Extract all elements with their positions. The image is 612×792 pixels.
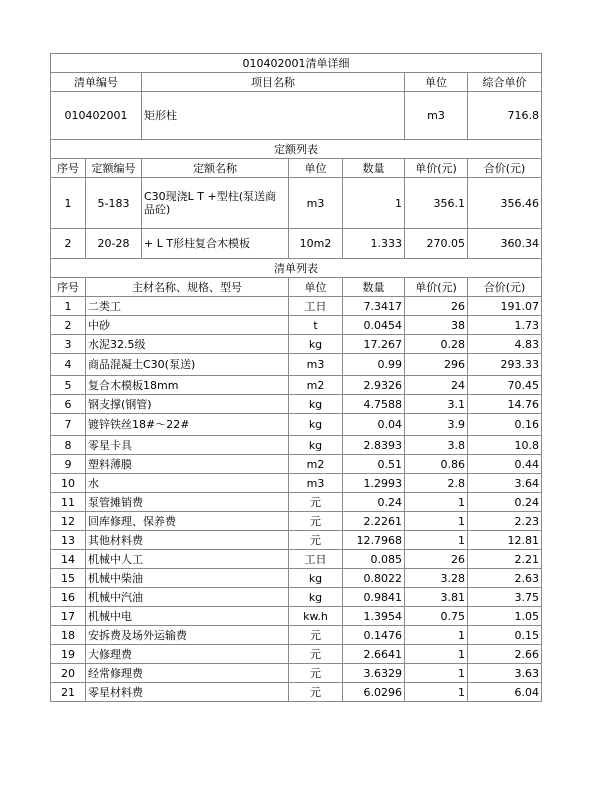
detail-table — [50, 53, 542, 702]
material-header-price: 单价(元) — [405, 278, 468, 297]
material-name: 机械中电 — [86, 607, 289, 626]
material-header-name: 主材名称、规格、型号 — [86, 278, 289, 297]
material-row — [51, 626, 542, 645]
material-qty: 7.3417 — [343, 297, 405, 316]
quota-total: 360.34 — [468, 229, 542, 259]
quota-header-qty: 数量 — [343, 159, 405, 178]
material-name: 中砂 — [86, 316, 289, 335]
material-seq: 16 — [51, 588, 86, 607]
material-header-unit: 单位 — [289, 278, 343, 297]
material-price: 26 — [405, 297, 468, 316]
material-price: 3.28 — [405, 569, 468, 588]
material-row — [51, 607, 542, 626]
material-seq: 11 — [51, 493, 86, 512]
material-name: 钢支撑(钢管) — [86, 395, 289, 414]
material-name: 回库修理、保养费 — [86, 512, 289, 531]
material-qty: 0.0454 — [343, 316, 405, 335]
quota-price: 356.1 — [405, 178, 468, 229]
material-seq: 20 — [51, 664, 86, 683]
material-total: 1.73 — [468, 316, 542, 335]
material-name: 泵管摊销费 — [86, 493, 289, 512]
material-unit: m3 — [289, 474, 343, 493]
material-seq: 7 — [51, 414, 86, 436]
quota-name: C30现浇L T +型柱(泵送商品砼) — [142, 178, 289, 229]
material-seq: 10 — [51, 474, 86, 493]
material-seq: 3 — [51, 335, 86, 354]
quota-row — [51, 178, 542, 229]
material-row — [51, 455, 542, 474]
quota-header-price: 单价(元) — [405, 159, 468, 178]
material-seq: 12 — [51, 512, 86, 531]
quota-seq: 2 — [51, 229, 86, 259]
quota-code: 20-28 — [86, 229, 142, 259]
material-seq: 13 — [51, 531, 86, 550]
table-title: 010402001清单详细 — [51, 54, 542, 73]
material-price: 1 — [405, 664, 468, 683]
quota-code: 5-183 — [86, 178, 142, 229]
material-row — [51, 531, 542, 550]
item-price: 716.8 — [468, 92, 542, 140]
material-price: 1 — [405, 512, 468, 531]
material-total: 2.21 — [468, 550, 542, 569]
material-name: 机械中柴油 — [86, 569, 289, 588]
material-row — [51, 395, 542, 414]
material-unit: 元 — [289, 683, 343, 702]
quota-header-seq: 序号 — [51, 159, 86, 178]
material-row — [51, 569, 542, 588]
material-total: 293.33 — [468, 354, 542, 376]
material-qty: 0.24 — [343, 493, 405, 512]
material-unit: kg — [289, 414, 343, 436]
material-row — [51, 297, 542, 316]
material-unit: t — [289, 316, 343, 335]
quota-qty: 1.333 — [343, 229, 405, 259]
item-code: 010402001 — [51, 92, 142, 140]
quota-unit: m3 — [289, 178, 343, 229]
material-name: 零星材料费 — [86, 683, 289, 702]
material-total: 12.81 — [468, 531, 542, 550]
material-unit: kw.h — [289, 607, 343, 626]
material-price: 3.8 — [405, 436, 468, 455]
material-total: 1.05 — [468, 607, 542, 626]
material-unit: 元 — [289, 645, 343, 664]
material-unit: 元 — [289, 512, 343, 531]
material-seq: 15 — [51, 569, 86, 588]
material-price: 1 — [405, 531, 468, 550]
material-price: 1 — [405, 683, 468, 702]
material-name: 机械中汽油 — [86, 588, 289, 607]
material-seq: 8 — [51, 436, 86, 455]
material-name: 塑料薄膜 — [86, 455, 289, 474]
material-total: 14.76 — [468, 395, 542, 414]
material-total: 2.23 — [468, 512, 542, 531]
material-total: 0.24 — [468, 493, 542, 512]
material-section-title: 清单列表 — [51, 259, 542, 278]
material-total: 2.66 — [468, 645, 542, 664]
material-name: 经常修理费 — [86, 664, 289, 683]
material-seq: 14 — [51, 550, 86, 569]
material-total: 3.63 — [468, 664, 542, 683]
material-total: 0.15 — [468, 626, 542, 645]
quota-section-title: 定额列表 — [51, 140, 542, 159]
quota-header-total: 合价(元) — [468, 159, 542, 178]
material-name: 商品混凝土C30(泵送) — [86, 354, 289, 376]
material-row — [51, 664, 542, 683]
material-total: 0.44 — [468, 455, 542, 474]
material-name: 大修理费 — [86, 645, 289, 664]
material-unit: 工日 — [289, 550, 343, 569]
material-qty: 2.6641 — [343, 645, 405, 664]
item-name: 矩形柱 — [142, 92, 405, 140]
material-qty: 2.2261 — [343, 512, 405, 531]
material-price: 24 — [405, 376, 468, 395]
material-row — [51, 316, 542, 335]
material-price: 0.28 — [405, 335, 468, 354]
material-seq: 18 — [51, 626, 86, 645]
material-qty: 0.04 — [343, 414, 405, 436]
material-qty: 0.085 — [343, 550, 405, 569]
material-qty: 0.51 — [343, 455, 405, 474]
material-price: 1 — [405, 645, 468, 664]
quota-total: 356.46 — [468, 178, 542, 229]
material-seq: 21 — [51, 683, 86, 702]
material-price: 38 — [405, 316, 468, 335]
material-row — [51, 645, 542, 664]
header-unit: 单位 — [405, 73, 468, 92]
material-total: 191.07 — [468, 297, 542, 316]
material-price: 26 — [405, 550, 468, 569]
material-name: 镀锌铁丝18#～22# — [86, 414, 289, 436]
material-price: 296 — [405, 354, 468, 376]
material-name: 水 — [86, 474, 289, 493]
material-row — [51, 335, 542, 354]
material-total: 2.63 — [468, 569, 542, 588]
material-unit: 元 — [289, 664, 343, 683]
material-qty: 0.1476 — [343, 626, 405, 645]
material-seq: 1 — [51, 297, 86, 316]
quota-header-code: 定额编号 — [86, 159, 142, 178]
material-unit: kg — [289, 436, 343, 455]
material-unit: m2 — [289, 376, 343, 395]
material-row — [51, 512, 542, 531]
material-unit: 工日 — [289, 297, 343, 316]
material-price: 3.1 — [405, 395, 468, 414]
material-qty: 2.8393 — [343, 436, 405, 455]
material-row — [51, 436, 542, 455]
material-seq: 5 — [51, 376, 86, 395]
material-seq: 17 — [51, 607, 86, 626]
material-qty: 12.7968 — [343, 531, 405, 550]
material-price: 0.75 — [405, 607, 468, 626]
material-seq: 9 — [51, 455, 86, 474]
material-unit: kg — [289, 335, 343, 354]
material-name: 水泥32.5级 — [86, 335, 289, 354]
material-qty: 0.9841 — [343, 588, 405, 607]
material-seq: 4 — [51, 354, 86, 376]
quota-price: 270.05 — [405, 229, 468, 259]
material-total: 10.8 — [468, 436, 542, 455]
material-unit: m2 — [289, 455, 343, 474]
material-row — [51, 414, 542, 436]
material-row — [51, 588, 542, 607]
material-price: 3.81 — [405, 588, 468, 607]
material-price: 3.9 — [405, 414, 468, 436]
material-seq: 6 — [51, 395, 86, 414]
material-seq: 19 — [51, 645, 86, 664]
material-total: 3.75 — [468, 588, 542, 607]
material-unit: kg — [289, 588, 343, 607]
material-total: 4.83 — [468, 335, 542, 354]
material-price: 1 — [405, 626, 468, 645]
quota-header-name: 定额名称 — [142, 159, 289, 178]
material-row — [51, 683, 542, 702]
material-header-qty: 数量 — [343, 278, 405, 297]
material-price: 0.86 — [405, 455, 468, 474]
material-header-seq: 序号 — [51, 278, 86, 297]
material-row — [51, 493, 542, 512]
material-row — [51, 474, 542, 493]
item-unit: m3 — [405, 92, 468, 140]
header-code: 清单编号 — [51, 73, 142, 92]
header-name: 项目名称 — [142, 73, 405, 92]
quota-seq: 1 — [51, 178, 86, 229]
material-qty: 17.267 — [343, 335, 405, 354]
material-unit: kg — [289, 395, 343, 414]
material-unit: 元 — [289, 626, 343, 645]
material-name: 零星卡具 — [86, 436, 289, 455]
material-unit: 元 — [289, 493, 343, 512]
material-name: 复合木模板18mm — [86, 376, 289, 395]
material-seq: 2 — [51, 316, 86, 335]
material-unit: kg — [289, 569, 343, 588]
material-row — [51, 354, 542, 376]
material-total: 0.16 — [468, 414, 542, 436]
material-header-total: 合价(元) — [468, 278, 542, 297]
material-qty: 2.9326 — [343, 376, 405, 395]
material-name: 二类工 — [86, 297, 289, 316]
material-qty: 4.7588 — [343, 395, 405, 414]
quota-unit: 10m2 — [289, 229, 343, 259]
material-name: 安拆费及场外运输费 — [86, 626, 289, 645]
material-name: 机械中人工 — [86, 550, 289, 569]
material-qty: 6.0296 — [343, 683, 405, 702]
header-price: 综合单价 — [468, 73, 542, 92]
material-row — [51, 376, 542, 395]
material-qty: 3.6329 — [343, 664, 405, 683]
quota-qty: 1 — [343, 178, 405, 229]
material-row — [51, 550, 542, 569]
material-price: 2.8 — [405, 474, 468, 493]
quota-row — [51, 229, 542, 259]
material-qty: 0.99 — [343, 354, 405, 376]
material-qty: 0.8022 — [343, 569, 405, 588]
quota-header-unit: 单位 — [289, 159, 343, 178]
material-qty: 1.2993 — [343, 474, 405, 493]
material-unit: 元 — [289, 531, 343, 550]
material-name: 其他材料费 — [86, 531, 289, 550]
material-total: 3.64 — [468, 474, 542, 493]
material-total: 70.45 — [468, 376, 542, 395]
material-price: 1 — [405, 493, 468, 512]
material-unit: m3 — [289, 354, 343, 376]
quota-name: + L T形柱复合木模板 — [142, 229, 289, 259]
material-total: 6.04 — [468, 683, 542, 702]
material-qty: 1.3954 — [343, 607, 405, 626]
